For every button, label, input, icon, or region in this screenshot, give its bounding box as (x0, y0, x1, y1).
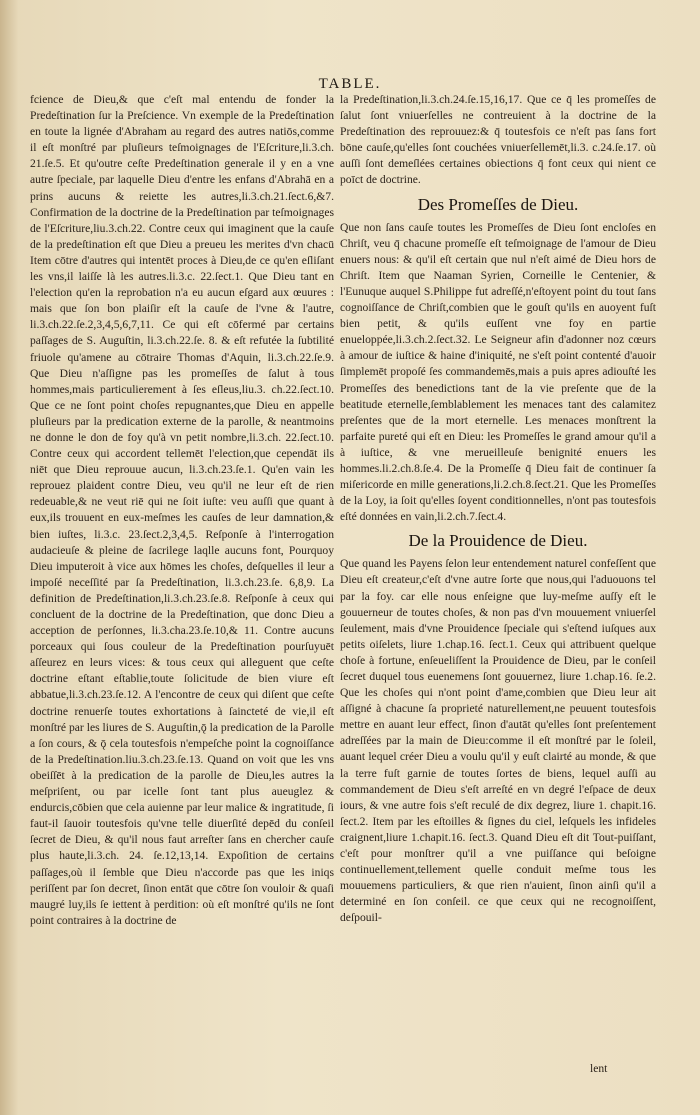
promesses-entries: Que non ſans cauſe toutes les Promeſſes de Dieu ſont encloſes en Chriſt, veu q̄ chacune promeſſe eſt teſmoignage de l'amour de Dieu enuers nous: & qu'il eſt certain que nul n'eſt aimé de Dieu hors de Chriſt. Item que Naaman Syrien, Corneille le Centenier, & l'Eunuque auquel S.Philippe fut adreſſé,n'eſtoyent point du tout ſans cognoiſſance de Chriſt,combien que le gouſt qu'ils en auoyent fuſt bien petit, & qu'ils euſſent vne foy en partie enueloppée,li.3.ch.2.ſect.32. Le Seigneur afin d'adonner noz cœurs à amour de iuſtice & haine d'iniquité, ne s'eſt point contenté d'auoir ſimplemēt propoſé ſes commandemēs,mais a puis apres adiouſté les Promeſſes des benedictions tant de la vie preſente que de la beatitude eternelle,ſemblablement les menaces tant des calamitez preſentes que de la mort eternelle. Les menaces monſtrent la parfaite pureté qui eſt en Dieu: les Promeſſes le grand amour qu'il a à iuſtice, & vne merueilleuſe benignité enuers les hommes.li.2.ch.8.ſe.4. De la Promeſſe q̄ Dieu fait de continuer ſa miſericorde en mille generations,li.2.ch.8.ſect.21. Que les Promeſſes de la Loy, ia ſoit qu'elles ſoyent conditionnelles, n'ont pas toutesfois eſté données en vain,li.2.ch.7.ſect.4. (340, 220, 656, 524)
section-heading-promesses: Des Promeſſes de Dieu. (417, 194, 579, 214)
catchword: lent (590, 1062, 608, 1075)
running-head: TABLE. (318, 76, 382, 92)
predestination-entries-continued: la Predeſtination,li.3.ch.24.ſe.15,16,17. Que ce q̄ les promeſſes de ſalut ſont vniuerſelles ne contreuient à la doctrine de la Predeſtination des reprouuez:& q̄ toutesfois ce n'eſt pas ſans fort bōne cauſe,qu'elles ſont couchées vniuerſellemēt,li.3. c.24.ſe.17. où auſſi ſont demeſlées certaines obiections q̄ font ceux qui nient ce poīct de doctrine. (340, 93, 656, 187)
right-column (340, 92, 656, 927)
predestination-entries: fcience de Dieu,& que c'eſt mal entendu de fonder la Predeſtination ſur la Preſcience. Vn exemple de la Predeſtination en toute la lignée d'Abraham au regard des autres natiōs,comme il eſt monſtré par pluſieurs teſmoignages de l'Eſcriture,li.3.ch. 21.ſe.5. Et qu'outre ceſte Predeſtination generale il y en a vne autre ſpeciale, par laquelle Dieu d'entre les enfans d'Abrahā en a prins aucuns & reiette les autres,li.3.ch.21.ſect.6,&7. Confirmation de la doctrine de la Predeſtination par teſmoignages de l'Eſcriture,liu.3.ch.22. Contre ceux qui imaginent que la cauſe de la predeſtination eſt que Dieu a preueu les merites d'vn chacū Item cōtre d'autres qui intentēt proces à Dieu,de ce qu'en eſliſant les vns,il laiſſe là les autres.li.3.c. 22.ſect.1. Que Dieu tant en l'election qu'en la reprobation n'a eu aucun eſgard aux œuures : mais que ſon bon plaiſir eſt la cauſe de l'vne & l'autre, li.3.ch.22.ſe.2,3,4,5,6,7,11. Ce qui eſt cōfermé par certains paſſages de S. Auguſtin, li.3.ch.22.ſe. 8. & eſt refutée la ſubtilité friuole qu'amene au cōtraire Thomas d'Aquin, li.3.ch.22.ſe.9. Que Dieu n'aſſigne pas les promeſſes de ſalut à tous hommes,mais particulierement à ſes eſleus,liu.3. ch.22.ſect.10. Que ce ne ſont point choſes repugnantes,que Dieu en appelle pluſieurs par la predication externe de la parolle, & neantmoins ne donne le don de foy qu'à vn petit nombre,li.3.ch. 22.ſect.10. Contre ceux qui accordent tellemēt l'election,que cependāt ils niēt que Dieu reprouue aucun, li.3.ch.23.ſe.1. Qu'en vain les reprouez plaident contre Dieu, veu qu'il ne leur eſt de rien redeuable,& ne veut riē qui ne ſoit iuſte: veu auſſi que quant à eux,ils trouuent en eux-meſmes les cauſes de leur damnation,& bien iuſtes, li.3.c. 23.ſect.2,3,4,5. Reſponſe à l'interrogation audacieuſe & pleine de ſacrilege laqlle aucuns font, Pourquoy Dieu imputeroit à vice aux hōmes les choſes, deſquelles il leur a impoſé neceſſité par ſa Predeſtination, li.3.ch.23.ſe. 6,8,9. La definition de Predeſtination,li.3.ch.23.ſe.8. Reſponſe à ceux qui concluent de la doctrine de la Predeſtination, que donc Dieu a acception de perſonnes, li.3.cha.23.ſe.10,& 11. Contre aucuns porceaux qui ſous couleur de la Predeſtination pourſuyuēt aſſeurez en leurs vices: & tous ceux qui alleguent que ceſte doctrine eſtant eſtablie,toute ſolicitude de bien viure eſt abbatue,li.3.ch.23.ſe.12. A l'encontre de ceux qui diſent que ceſte doctrine renuerſe toutes exhortations à ſaincteté de vie,il eſt monſtré par les liures de S. Auguſtin,ǭ la predication de la Parolle a ſon cours, & ǭ cela toutesfois n'empeſche point la cognoiſſance de la Predeſtination.liu.3.ch.23.ſe.13. Quand on voit que les vns obeiſſēt à la predication de la parolle de Dieu,les autres la meſpriſent, ou par icelle ſont tant plus aueuglez & endurcis,cōbien que cela auienne par leur malice & ingratitude, ſi faut-il ſauoir toutesfois qu'vne telle diuerſité depēd du conſeil ſecret de Dieu, & qu'il nous faut arreſter ſans en chercher cauſe plus haute,li.3.ch. 24. ſe.12,13,14. Expoſition de certains paſſages,où il ſemble que Dieu n'accorde pas que les iniqs periſſent par ſon decret, ſinon entāt que cōtre ſon vouloir & quaſi maugré luy,ils ſe iettent à perdition: où eſt monſtré qu'ils ne ſont point contraires à la doctrine de (30, 93, 334, 927)
section-heading-prouidence: De la Prouidence de Dieu. (408, 531, 588, 551)
left-column (30, 92, 334, 929)
prouidence-entries: Que quand les Payens ſelon leur entendement naturel confeſſent que Dieu eſt createur,c'eſt d'vne autre ſorte que nous,qui l'aduouons tel par la foy. car elle nous enſeigne que luy-meſme auſſy eſt le gouuerneur de toutes choſes, & non pas d'vn mouuement vniuerſel ſeulement, mais d'vne Prouidence ſpeciale qui s'eſtend iuſques aux petits oiſelets, liure 1.chap.16. ſect.1. Ceux qui attribuent quelque choſe à fortune, enſeueliſſent la Prouidence de Dieu, par le conſeil ſecret duquel tous euenemens ſont gouuernez, liure 1.chap.16. ſe.2. Que les choſes qui n'ont point d'ame,combien que Dieu leur ait aſſigné à chacune ſa proprieté naturellement,ne peuuent toutesfois mettre en auant leur effect, ſinon d'autāt qu'elles ſont preſentement adreſſées par la main de Dieu:comme il eſt monſtré par le ſoleil, auant lequel créer Dieu a voulu qu'il y euſt clairté au monde, & que la terre fuſt garnie de toutes ſortes de biens, lequel auſſi au commandement de Dieu s'eſt arreſté en vn degré l'eſpace de deux iours, & vne autre fois s'eſt reculé de dix degrez, liure 1. chapit.16. ſect.2. Item par les eſtoilles & ſignes du ciel, leſquels les infideles craignent,liure 1.chapit.16. ſect.3. Quand Dieu eſt dit Tout-puiſſant, c'eſt pour monſtrer qu'il a vne puiſſance qui beſoigne continuellement,tellement quelle conduit meſme tous les mouuemens particuliers, & que rien n'auient, ſinon ainſi qu'il a determiné en ſon conſeil. ce que ceux qui ne recognoiſſent, deſpouil- (340, 557, 656, 925)
